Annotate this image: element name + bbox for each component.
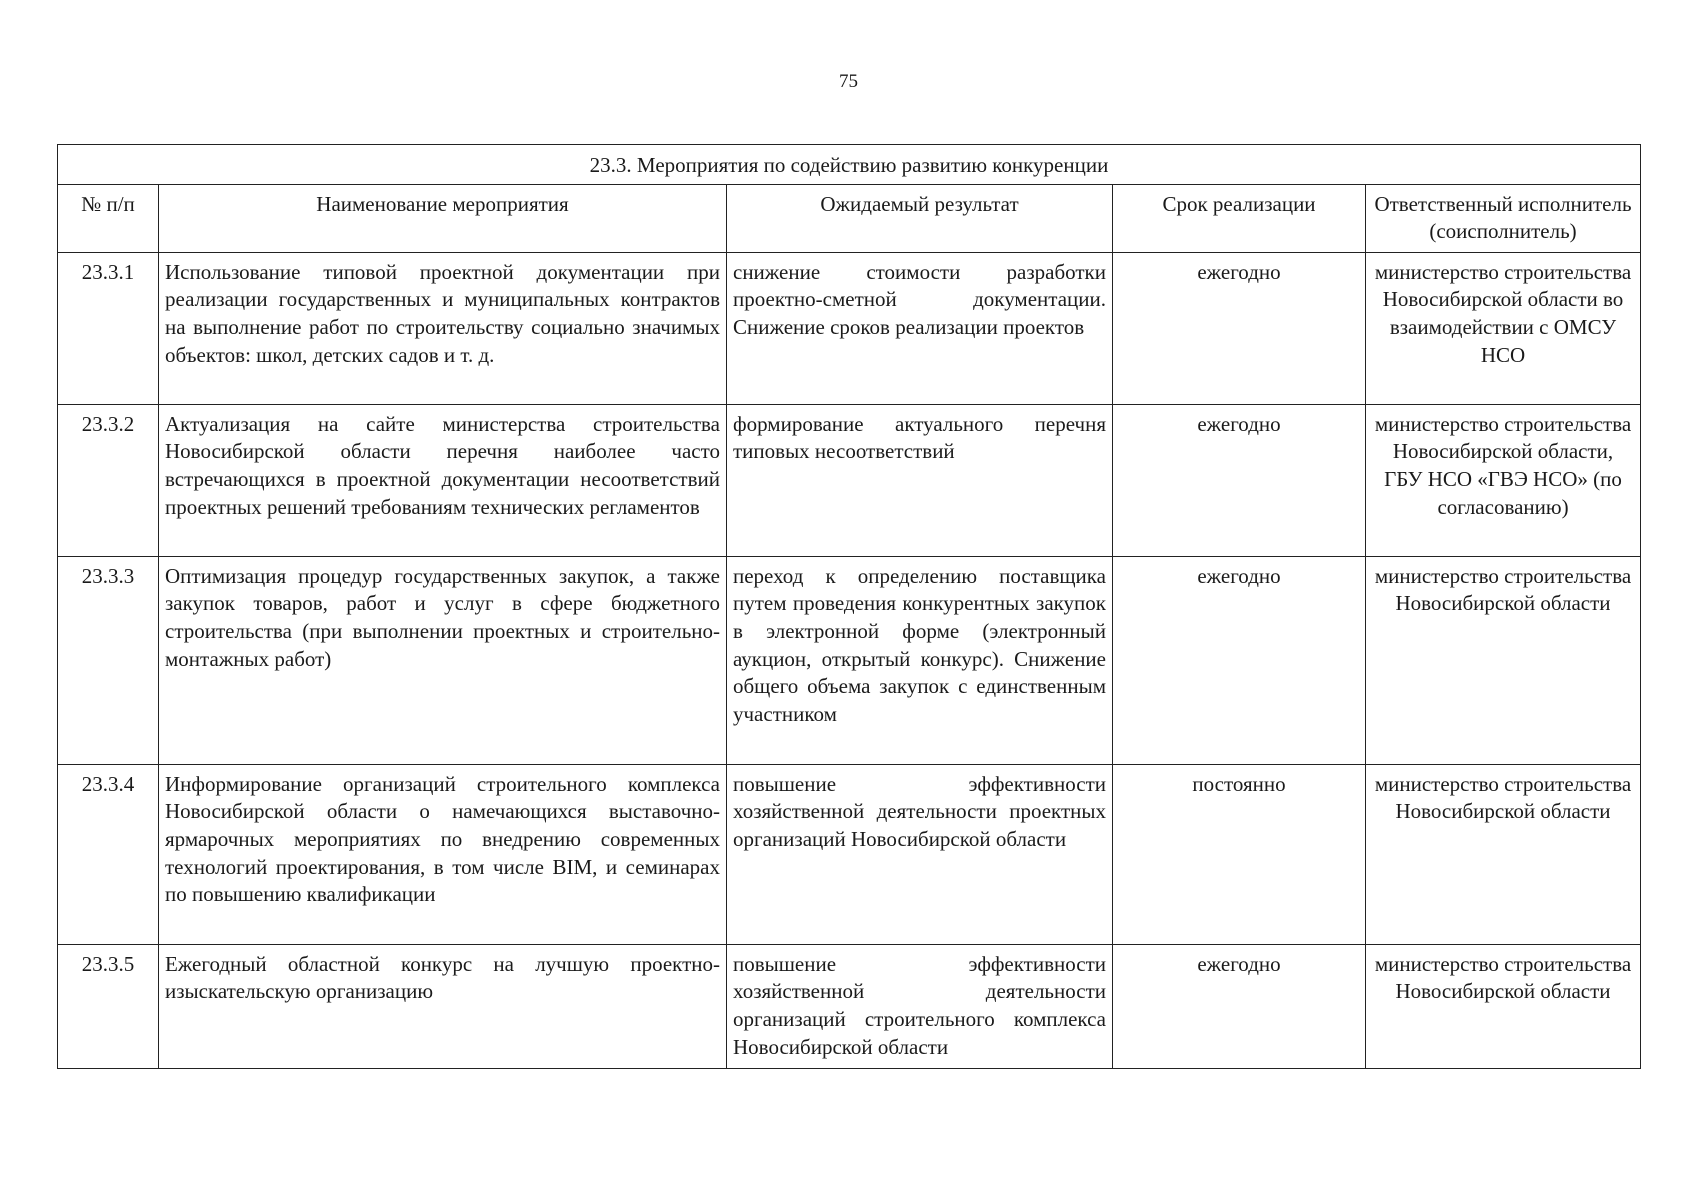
row-name: Оптимизация процедур государственных закупок, а также закупок товаров, работ и услуг в сфере бюджетного строительства (при выполнении проектных и строительно-монтажных работ) (159, 556, 727, 764)
row-result: повышение эффективности хозяйственной деятельности организаций строительного комплекса Новосибирской области (727, 944, 1113, 1068)
row-num: 23.3.4 (58, 764, 159, 944)
row-term: ежегодно (1113, 944, 1366, 1068)
row-responsible: министерство строительства Новосибирской области (1366, 556, 1641, 764)
header-term: Срок реализации (1113, 184, 1366, 252)
row-result: снижение стоимости разработки проектно-сметной документации. Снижение сроков реализации проектов (727, 252, 1113, 404)
table-row (58, 404, 1641, 556)
row-num: 23.3.5 (58, 944, 159, 1068)
row-result: формирование актуального перечня типовых несоответствий (727, 404, 1113, 556)
row-num: 23.3.2 (58, 404, 159, 556)
row-responsible: министерство строительства Новосибирской области, ГБУ НСО «ГВЭ НСО» (по согласованию) (1366, 404, 1641, 556)
row-result: переход к определению поставщика путем проведения конкурентных закупок в электронной форме (электронный аукцион, открытый конкурс). Снижение общего объема закупок с единственным участником (727, 556, 1113, 764)
measures-table (57, 144, 1641, 1069)
table-row (58, 764, 1641, 944)
row-term: ежегодно (1113, 252, 1366, 404)
table-row (58, 252, 1641, 404)
row-name: Использование типовой проектной документации при реализации государственных и муниципальных контрактов на выполнение работ по строительству социально значимых объектов: школ, детских садов и т. д. (159, 252, 727, 404)
row-result: повышение эффективности хозяйственной деятельности проектных организаций Новосибирской области (727, 764, 1113, 944)
header-name: Наименование мероприятия (159, 184, 727, 252)
page-number: 75 (839, 71, 858, 92)
header-result: Ожидаемый результат (727, 184, 1113, 252)
row-name: Актуализация на сайте министерства строительства Новосибирской области перечня наиболее часто встречающихся в проектной документации несоответствий проектных решений требованиям технических регламентов (159, 404, 727, 556)
row-term: постоянно (1113, 764, 1366, 944)
header-row (58, 184, 1641, 252)
row-term: ежегодно (1113, 404, 1366, 556)
header-num: № п/п (58, 184, 159, 252)
row-name: Информирование организаций строительного комплекса Новосибирской области о намечающихся выставочно-ярмарочных мероприятиях по внедрению современных технологий проектирования, в том числе BIM, и семинарах по повышению квалификации (159, 764, 727, 944)
section-title: 23.3. Мероприятия по содействию развитию конкуренции (58, 145, 1641, 185)
row-responsible: министерство строительства Новосибирской области (1366, 764, 1641, 944)
table-row (58, 556, 1641, 764)
row-num: 23.3.1 (58, 252, 159, 404)
row-name: Ежегодный областной конкурс на лучшую проектно-изыскательскую организацию (159, 944, 727, 1068)
row-responsible: министерство строительства Новосибирской области (1366, 944, 1641, 1068)
row-responsible: министерство строительства Новосибирской области во взаимодействии с ОМСУ НСО (1366, 252, 1641, 404)
header-responsible: Ответственный исполнитель (соисполнитель) (1366, 184, 1641, 252)
row-term: ежегодно (1113, 556, 1366, 764)
table-row (58, 944, 1641, 1068)
row-num: 23.3.3 (58, 556, 159, 764)
